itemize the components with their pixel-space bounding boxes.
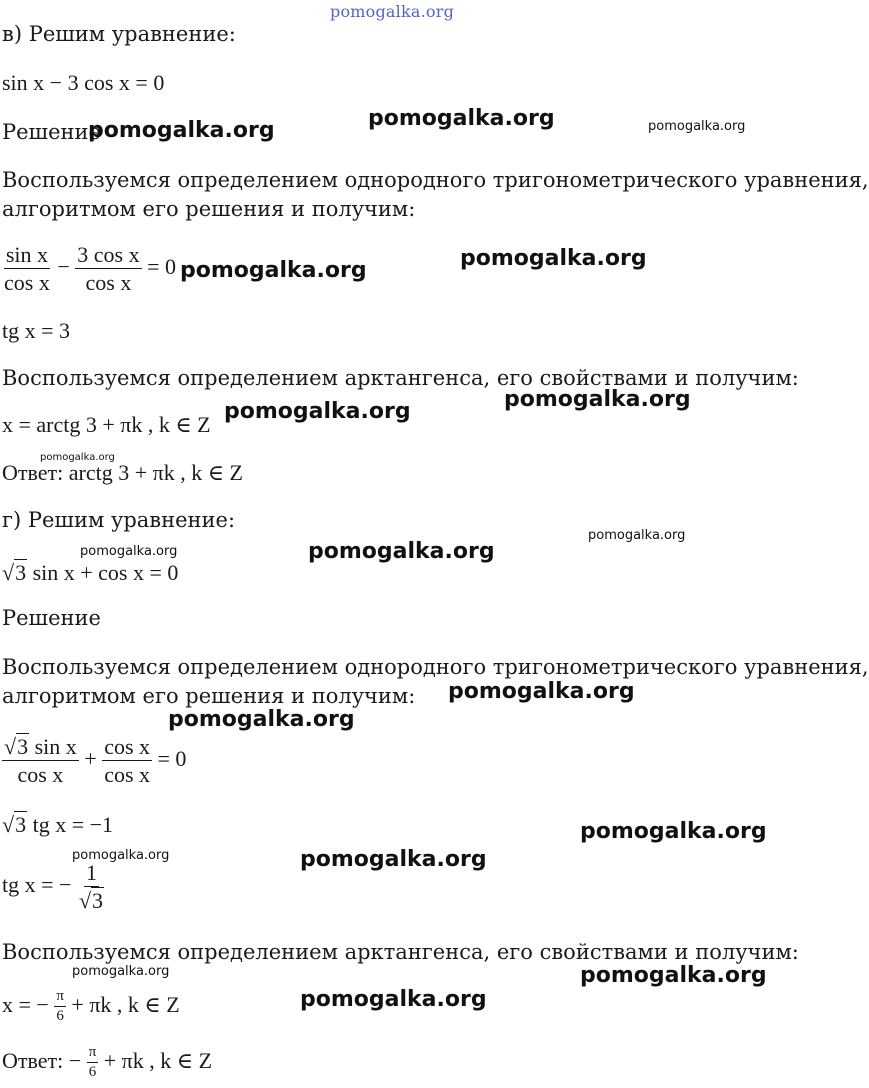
answer-minus: − [68, 1047, 82, 1073]
result-right: + πk , k ∈ Z [71, 991, 180, 1017]
watermark: pomogalka.org [308, 539, 495, 564]
tg-line-rest: tg x = −1 [32, 812, 114, 837]
intro-g: Воспользуемся определением однородного тригонометрического уравнения, [2, 655, 869, 679]
heading-v: в) Решим уравнение: [2, 22, 236, 46]
minus-sign: − [57, 253, 70, 279]
equation-rest: sin x + cos x = 0 [32, 560, 179, 585]
answer-v [2, 460, 243, 486]
watermark: pomogalka.org [580, 963, 767, 988]
answer-label: Ответ: [2, 460, 64, 485]
tg2-left: tg x = − [2, 871, 72, 897]
fraction-numerator [2, 734, 79, 761]
fraction-cos-over-cos [102, 734, 152, 788]
watermark: pomogalka.org [588, 528, 686, 543]
fraction-1-over-sqrt3 [77, 860, 106, 914]
sqrt-symbol: √3 [2, 560, 27, 585]
watermark: pomogalka.org [300, 987, 487, 1012]
tg-line-v: tg x = 3 [2, 318, 71, 343]
sqrt-symbol: √3 [2, 812, 27, 837]
sqrt-symbol: √3 [4, 734, 29, 759]
watermark: pomogalka.org [168, 707, 355, 732]
sqrt-radicand: 3 [17, 734, 29, 759]
equals-zero: = 0 [147, 253, 176, 279]
answer-value: arctg 3 + πk , k ∈ Z [68, 460, 243, 485]
arctg-intro-v: Воспользуемся определением арктангенса, его свойствами и получим: [2, 366, 799, 390]
tg2-line-g [2, 860, 106, 914]
fraction-numerator: π [54, 988, 66, 1007]
fraction-sqrt3sin-over-cos [2, 734, 79, 788]
watermark: pomogalka.org [504, 387, 691, 412]
watermark: pomogalka.org [224, 399, 411, 424]
numerator-rest: sin x [34, 734, 77, 759]
solution-label-g: Решение [2, 606, 101, 630]
answer-g [2, 1044, 212, 1082]
plus-sign: + [84, 745, 97, 771]
answer-label: Ответ: [2, 1047, 64, 1073]
result-g [2, 988, 180, 1026]
arctg-intro-g: Воспользуемся определением арктангенса, его свойствами и получим: [2, 940, 799, 964]
intro-cont-g: алгоритмом его решения и получим: [2, 684, 416, 708]
result-v: x = arctg 3 + πk , k ∈ Z [2, 412, 211, 437]
heading-g: г) Решим уравнение: [2, 508, 236, 532]
fraction-pi-over-6 [87, 1044, 99, 1082]
watermark: pomogalka.org [72, 964, 170, 979]
tg-line-g [2, 812, 113, 838]
watermark: pomogalka.org [448, 679, 635, 704]
watermark-top: pomogalka.org [330, 2, 455, 21]
fraction-numerator: π [87, 1044, 99, 1063]
sqrt-radicand: 3 [15, 812, 27, 837]
equation-v: sin x − 3 cos x = 0 [2, 70, 165, 95]
result-left: x = − [2, 991, 49, 1017]
watermark: pomogalka.org [300, 847, 487, 872]
fraction-equation-v [2, 242, 176, 296]
watermark: pomogalka.org [180, 258, 367, 283]
fraction-numerator: cos x [102, 734, 152, 761]
intro-v: Воспользуемся определением однородного тригонометрического уравнения, [2, 168, 869, 192]
fraction-3cos-over-cos [75, 242, 141, 296]
fraction-equation-g [2, 734, 186, 788]
sqrt-symbol: √3 [78, 888, 104, 914]
fraction-denominator: 6 [56, 1008, 64, 1025]
watermark: pomogalka.org [40, 452, 115, 463]
equals-zero: = 0 [157, 745, 187, 771]
sqrt-radicand: 3 [15, 560, 27, 585]
watermark: pomogalka.org [368, 106, 555, 131]
fraction-denominator: 6 [88, 1064, 97, 1081]
fraction-pi-over-6 [54, 988, 66, 1026]
answer-right: + πk , k ∈ Z [103, 1047, 213, 1073]
fraction-denominator: cos x [17, 762, 64, 788]
fraction-numerator: sin x [4, 242, 50, 269]
fraction-denominator: cos x [4, 270, 50, 296]
fraction-denominator: cos x [104, 762, 151, 788]
sqrt-radicand: 3 [92, 888, 104, 914]
fraction-numerator: 3 cos x [75, 242, 141, 269]
fraction-numerator: 1 [84, 860, 99, 887]
watermark: pomogalka.org [72, 848, 170, 863]
intro-cont-v: алгоритмом его решения и получим: [2, 197, 416, 221]
watermark: pomogalka.org [88, 118, 275, 143]
fraction-denominator: cos x [85, 270, 132, 296]
solution-label-v: Решение [2, 120, 101, 144]
equation-g [2, 560, 178, 586]
watermark: pomogalka.org [80, 544, 178, 559]
watermark: pomogalka.org [648, 119, 746, 134]
fraction-sin-over-cos [2, 242, 52, 296]
watermark: pomogalka.org [580, 819, 767, 844]
fraction-denominator [77, 887, 106, 913]
watermark: pomogalka.org [460, 246, 647, 271]
